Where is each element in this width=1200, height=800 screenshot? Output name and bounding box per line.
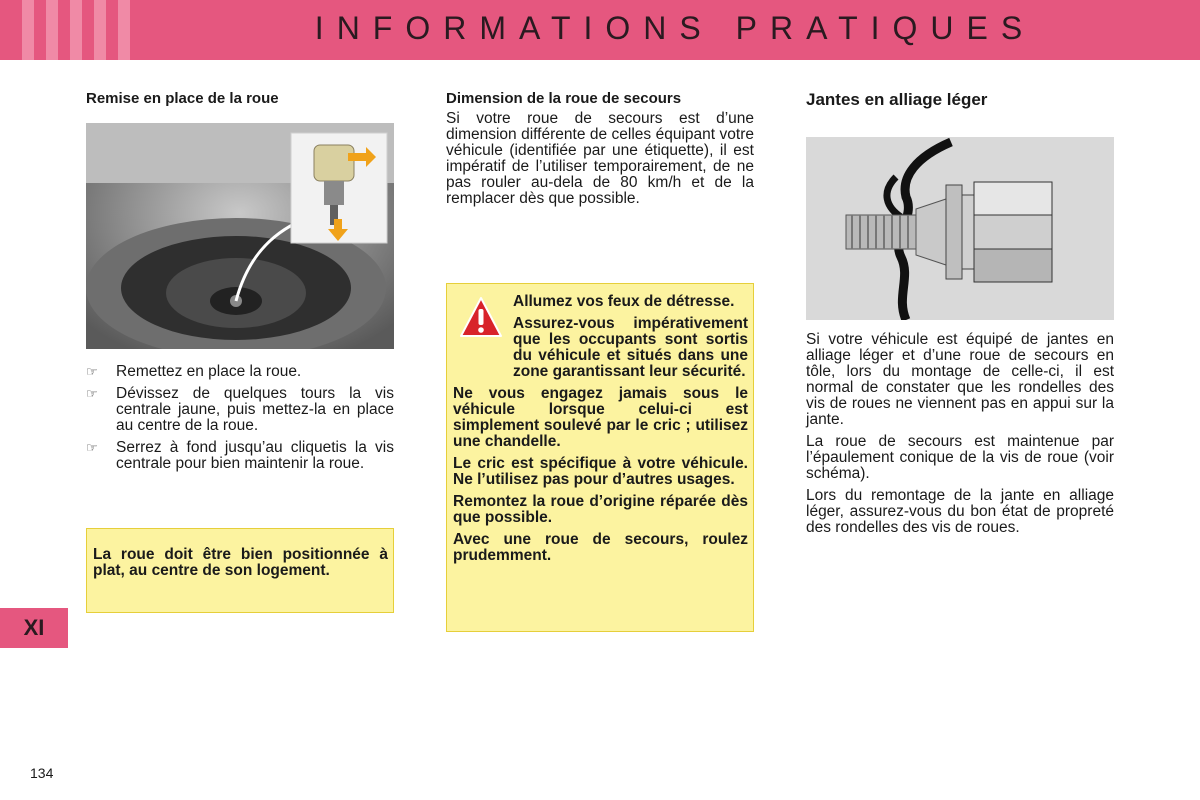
warning-triangle-icon — [459, 296, 503, 338]
body-text: La roue de secours est maintenue par l’épaulement conique de la vis de roue (voir schéma). — [806, 433, 1114, 482]
column-3-text — [806, 332, 1114, 542]
list-item-text: Remettez en place la roue. — [116, 363, 302, 380]
warning-text: Avec une roue de secours, roulez prudemment. — [453, 531, 748, 564]
section-heading: Jantes en alliage léger — [806, 90, 988, 109]
header-stripe — [46, 0, 58, 60]
chapter-tab: XI — [0, 608, 68, 648]
note-box — [86, 528, 394, 613]
note-text: La roue doit être bien positionnée à plat, au centre de son logement. — [93, 546, 388, 579]
list-item — [86, 364, 394, 380]
body-text: Si votre roue de secours est d’une dimension différente de celles équipant votre véhicule (identifiée par une étiquette), il est impératif de l’utiliser temporairement, de ne pas rouler au-dela de 80 km/h et de la remplacer dès que possible. — [446, 110, 754, 207]
spare-wheel-photo — [86, 123, 394, 349]
body-text: Lors du remontage de la jante en alliage léger, assurez-vous du bon état de propreté des rondelles des vis de roues. — [806, 487, 1114, 536]
page-header — [0, 0, 1200, 60]
section-heading: Dimension de la roue de secours — [446, 90, 682, 107]
column-1 — [86, 90, 394, 121]
column-2 — [446, 90, 754, 207]
page-number: 134 — [30, 765, 54, 781]
body-text: Si votre véhicule est équipé de jantes en alliage léger et d’une roue de secours en tôle, lors du montage de celle-ci, il est normal de constater que les rondelles des vis de roues ne viennent pas en appui sur la jante. — [806, 331, 1114, 428]
list-item-text: Serrez à fond jusqu’au cliquetis la vis centrale pour bien maintenir la roue. — [116, 439, 394, 472]
bullet-list — [86, 364, 394, 478]
list-item — [86, 440, 394, 472]
warning-text: Le cric est spécifique à votre véhicule. Ne l’utilisez pas pour d’autres usages. — [453, 455, 748, 488]
pointing-hand-icon: ☞ — [86, 386, 98, 401]
list-item-text: Dévissez de quelques tours la vis centrale jaune, puis mettez-la en place au centre de la roue. — [116, 385, 394, 434]
section-heading: Remise en place de la roue — [86, 90, 279, 107]
pointing-hand-icon: ☞ — [86, 440, 98, 455]
wheel-bolt-diagram — [806, 137, 1114, 320]
pointing-hand-icon: ☞ — [86, 364, 98, 379]
list-item — [86, 386, 394, 434]
header-stripe — [118, 0, 130, 60]
warning-text: Remontez la roue d’origine réparée dès que possible. — [453, 493, 748, 526]
warning-text: Ne vous engagez jamais sous le véhicule lorsque celui-ci est simplement soulevé par le cric ; utilisez une chandelle. — [453, 385, 748, 450]
header-stripe — [70, 0, 82, 60]
header-stripe — [94, 0, 106, 60]
spare-wheel-illustration — [86, 123, 394, 349]
header-stripe — [22, 0, 34, 60]
wheel-bolt-illustration — [806, 137, 1114, 320]
page-title: INFORMATIONS PRATIQUES — [314, 10, 1036, 46]
warning-box — [446, 283, 754, 632]
column-3 — [806, 90, 1114, 136]
warning-text: Assurez-vous impérativement que les occupants sont sortis du véhicule et situés dans une zone garantissant leur sécurité. — [513, 315, 748, 380]
warning-text: Allumez vos feux de détresse. — [513, 293, 735, 310]
